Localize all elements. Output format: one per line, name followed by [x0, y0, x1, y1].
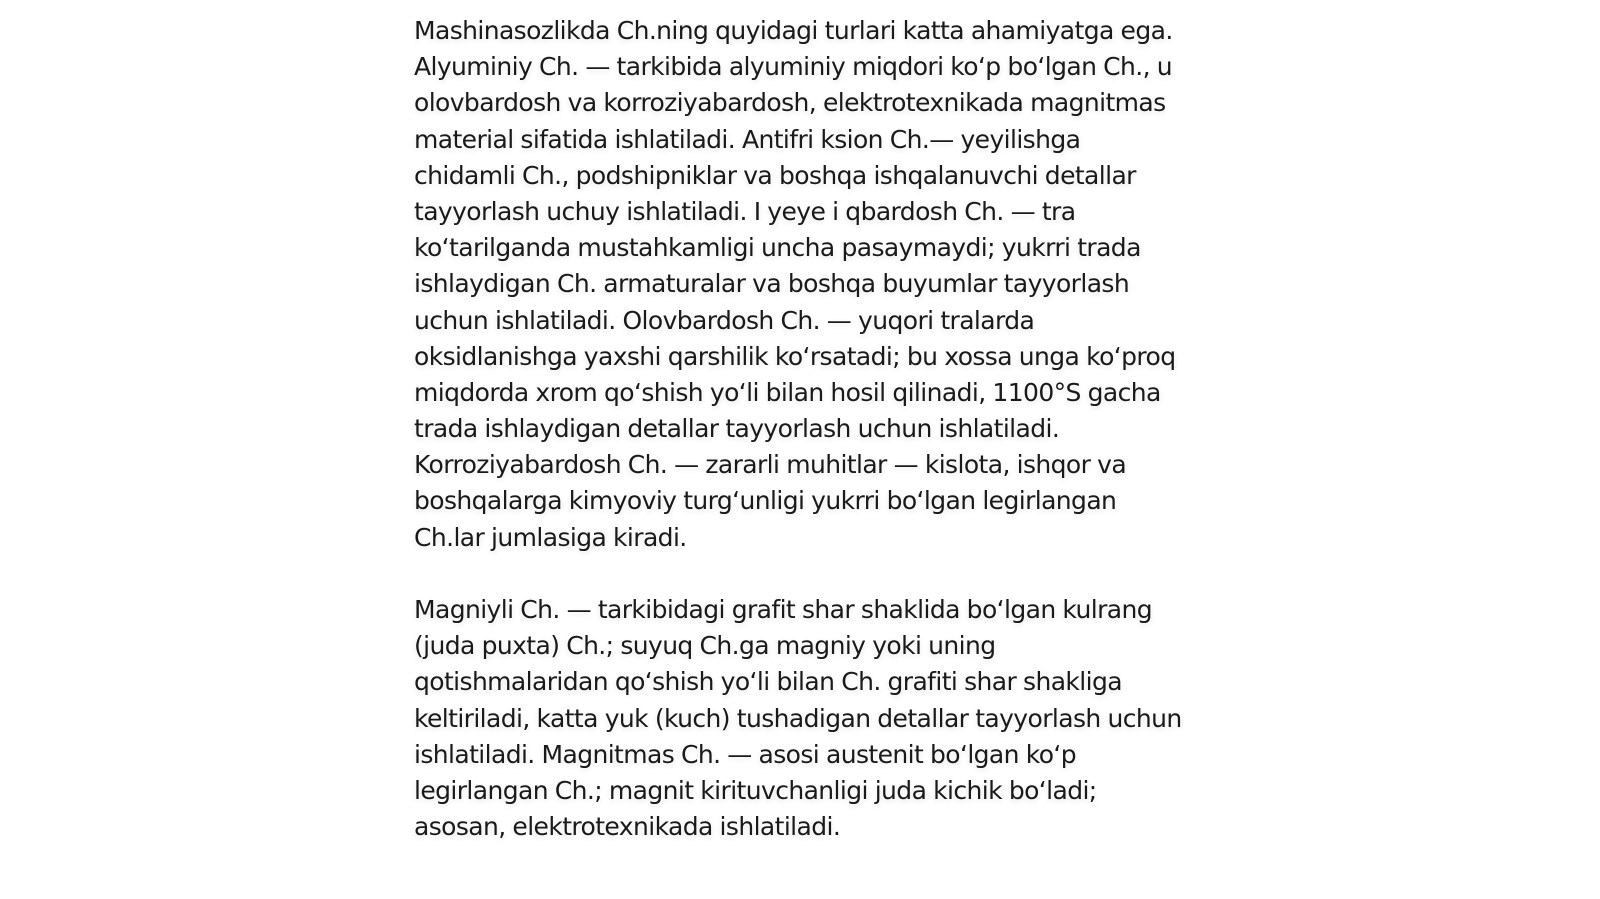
text-line: asosan, elektrotexnikada ishlatiladi.: [414, 812, 841, 842]
text-line: (juda puxta) Ch.; suyuq Ch.ga magniy yoki uning: [414, 631, 996, 661]
text-line: chidamli Ch., podshipniklar va boshqa ishqalanuvchi detallar: [414, 160, 1136, 190]
paragraph-2: [414, 592, 1204, 845]
text-line: tayyorlash uchuy ishlatiladi. I yeye i qbardosh Ch. — tra: [414, 196, 1076, 226]
paragraph-spacer: [414, 556, 1204, 592]
text-line: qotishmalaridan qoʻshish yoʻli bilan Ch. grafiti shar shakliga: [414, 667, 1122, 697]
text-line: boshqalarga kimyoviy turgʻunligi yukrri boʻlgan legirlangan: [414, 486, 1117, 516]
text-line: Mashinasozlikda Ch.ning quyidagi turlari katta ahamiyatga ega.: [414, 16, 1173, 45]
text-line: legirlangan Ch.; magnit kirituvchanligi juda kichik boʻladi;: [414, 775, 1097, 805]
text-line: keltiriladi, katta yuk (kuch) tushadigan detallar tayyorlash uchun: [414, 703, 1182, 733]
text-line: Alyuminiy Ch. — tarkibida alyuminiy miqdori koʻp boʻlgan Ch., u: [414, 52, 1173, 82]
text-line: miqdorda xrom qoʻshish yoʻli bilan hosil qilinadi, 1100°S gacha: [414, 377, 1161, 407]
text-line: koʻtarilganda mustahkamligi uncha pasaymaydi; yukrri trada: [414, 233, 1141, 263]
text-line: ishlatiladi. Magnitmas Ch. — asosi austenit boʻlgan koʻp: [414, 739, 1077, 769]
text-line: oksidlanishga yaxshi qarshilik koʻrsatadi; bu xossa unga koʻproq: [414, 341, 1176, 371]
text-line: uchun ishlatiladi. Olovbardosh Ch. — yuqori tralarda: [414, 305, 1035, 335]
text-line: olovbardosh va korroziyabardosh, elektrotexnikada magnitmas: [414, 88, 1166, 118]
body-text: [414, 13, 1204, 845]
text-line: material sifatida ishlatiladi. Antifri ksion Ch.— yeyilishga: [414, 124, 1081, 154]
paragraph-1: [414, 13, 1204, 556]
text-line: trada ishlaydigan detallar tayyorlash uchun ishlatiladi.: [414, 414, 1060, 444]
text-line: ishlaydigan Ch. armaturalar va boshqa buyumlar tayyorlash: [414, 269, 1130, 299]
text-line: Magniyli Ch. — tarkibidagi grafit shar shaklida boʻlgan kulrang: [414, 595, 1153, 624]
text-line: Ch.lar jumlasiga kiradi.: [414, 522, 687, 552]
text-line: Korroziyabardosh Ch. — zararli muhitlar — kislota, ishqor va: [414, 450, 1127, 480]
